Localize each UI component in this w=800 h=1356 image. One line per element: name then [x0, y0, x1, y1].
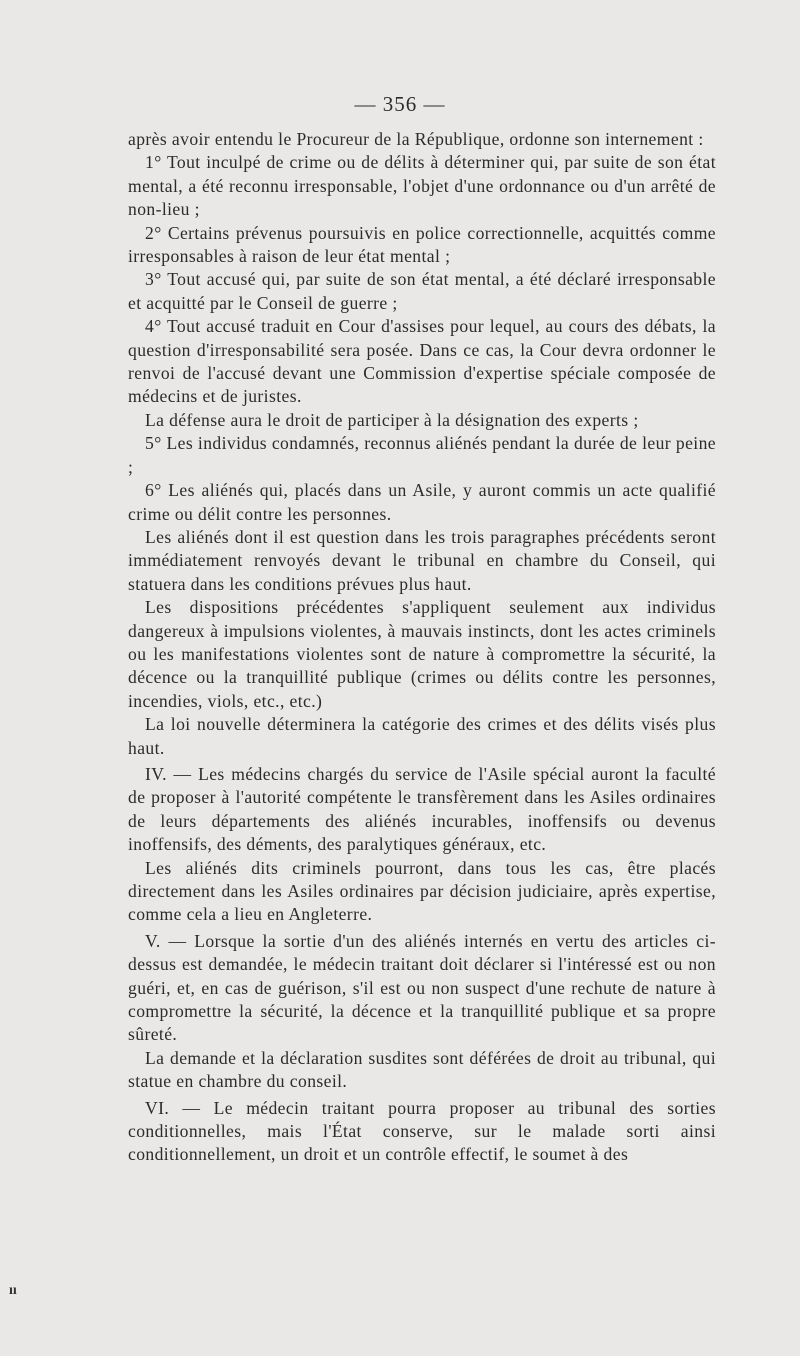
paragraph: 3° Tout accusé qui, par suite de son état mental, a été déclaré irresponsable et acquitté par le Conseil de guerre ;	[128, 269, 716, 313]
paragraph: 5° Les individus condamnés, reconnus aliénés pendant la durée de leur peine ;	[128, 433, 716, 477]
section-paragraph-vi: VI. — Le médecin traitant pourra proposer au tribunal des sorties conditionnelles, mais l'État conserve, sur le malade sorti ainsi conditionnellement, un droit et un contrôle effectif, le soumet à des	[128, 1097, 716, 1165]
paragraph: La demande et la déclaration susdites sont déférées de droit au tribunal, qui statue en chambre du conseil.	[128, 1047, 716, 1092]
page-number: — 356 —	[354, 92, 446, 116]
section-paragraph-iv: IV. — Les médecins chargés du service de l'Asile spécial auront la faculté de proposer à l'autorité compétente le transfèrement dans les Asiles ordinaires de leurs départements des aliénés incurables, inoffensifs ou devenus inoffensifs, des déments, des paralytiques généraux, etc.	[128, 763, 716, 855]
paragraph: après avoir entendu le Procureur de la République, ordonne son internement :	[128, 129, 704, 149]
section-paragraph-v: V. — Lorsque la sortie d'un des aliénés internés en vertu des articles ci-dessus est demandée, le médecin traitant doit déclarer si l'intéressé est ou non guéri, et, en cas de guérison, s'il est ou non suspect d'une rechute de nature à compromettre la sécurité, la décence et la tranquillité publique et sa propre sûreté.	[128, 930, 716, 1045]
body-text	[128, 128, 716, 1167]
paragraph: 4° Tout accusé traduit en Cour d'assises pour lequel, au cours des débats, la question d'irresponsabilité sera posée. Dans ce cas, la Cour devra ordonner le renvoi de l'accusé devant une Commission d'expertise spéciale composée de médecins et de juristes.	[128, 316, 716, 407]
paragraph: Les aliénés dits criminels pourront, dans tous les cas, être placés directement dans les Asiles ordinaires par décision judiciaire, après expertise, comme cela a lieu en Angleterre.	[128, 857, 716, 925]
paragraph: La loi nouvelle déterminera la catégorie des crimes et des délits visés plus haut.	[128, 714, 716, 758]
paragraph: Les aliénés dont il est question dans les trois paragraphes précédents seront immédiatement renvoyés devant le tribunal en chambre du Conseil, qui statuera dans les conditions prévues plus haut.	[128, 526, 716, 594]
paragraph: Les dispositions précédentes s'appliquent seulement aux individus dangereux à impulsions violentes, à mauvais instincts, dont les actes criminels ou les manifestations violentes sont de nature à compromettre la sécurité, la décence ou la tranquillité publique (crimes ou délits contre les personnes, incendies, viols, etc., etc.)	[128, 597, 716, 711]
paragraph: La défense aura le droit de participer à la désignation des experts ;	[145, 409, 639, 430]
paragraph: 2° Certains prévenus poursuivis en police correctionnelle, acquittés comme irresponsables à raison de leur état mental ;	[128, 222, 716, 267]
paragraph: 6° Les aliénés qui, placés dans un Asile, y auront commis un acte qualifié crime ou délit contre les personnes.	[128, 480, 716, 524]
paragraph: 1° Tout inculpé de crime ou de délits à déterminer qui, par suite de son état mental, a été reconnu irresponsable, l'objet d'une ordonnance ou d'un arrêté de non-lieu ;	[128, 152, 716, 220]
margin-mark: ıı	[9, 1283, 17, 1298]
